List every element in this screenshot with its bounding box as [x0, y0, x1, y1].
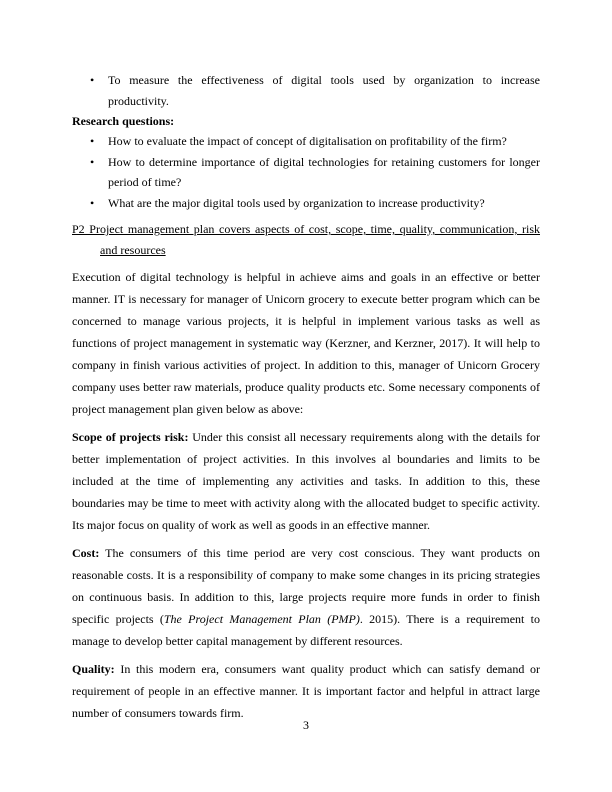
list-item [72, 152, 540, 193]
bullet-icon: • [90, 134, 95, 148]
scope-paragraph [72, 426, 540, 536]
quality-text: In this modern era, consumers want quality product which can satisfy demand or requirement of people in an effective manner. It is important factor and helpful in attract large number of consumers towards firm. [72, 662, 540, 720]
scope-label: Scope of projects risk: [72, 430, 189, 444]
research-questions-heading: Research questions: [72, 114, 175, 128]
research-questions-list [72, 131, 540, 213]
page-number: 3 [303, 718, 309, 732]
cost-citation: The Project Management Plan (PMP) [163, 612, 360, 626]
question-text: How to evaluate the impact of concept of digitalisation on profitability of the firm? [108, 134, 507, 148]
bullet-icon: • [90, 195, 95, 210]
cost-text-after: . 2015). There is a requirement to manage to develop better capital management by different resources. [72, 612, 540, 648]
list-item [72, 193, 540, 214]
objective-text: To measure the effectiveness of digital tools used by organization to increase productivity. [108, 73, 540, 108]
cost-text-before: The consumers of this time period are very cost conscious. They want products on reasonable costs. It is a responsibility of company to make some changes in its pricing strategies on continuous basis. In addition to this, large projects require more funds in order to finish specific projects ( [72, 546, 540, 626]
cost-label: Cost: [72, 546, 100, 560]
bullet-icon: • [90, 73, 95, 87]
objectives-list [72, 70, 540, 111]
cost-paragraph [72, 542, 540, 652]
scope-text: Under this consist all necessary requirements along with the details for better implementation of project activities. In this involves al boundaries and limits to be included at the time of implementing any activities and tasks. In addition to this, these boundaries may be time to meet with activity along with the allocated budget to specific activity. Its major focus on quality of work as well as goods in an effective manner. [72, 430, 540, 532]
p2-section-heading: P2 Project management plan covers aspects of cost, scope, time, quality, communication, risk and resources [72, 222, 540, 257]
document-page [72, 70, 540, 730]
bullet-icon: • [90, 154, 95, 169]
question-text: How to determine importance of digital technologies for retaining customers for longer period of time? [108, 154, 540, 189]
list-item [72, 70, 540, 111]
quality-label: Quality: [72, 662, 115, 676]
quality-paragraph [72, 658, 540, 724]
question-text: What are the major digital tools used by organization to increase productivity? [108, 195, 485, 210]
list-item [72, 131, 540, 152]
p2-intro-paragraph: Execution of digital technology is helpful in achieve aims and goals in an effective or better manner. IT is necessary for manager of Unicorn grocery to execute better program which can be concerned to manage various projects, it is helpful in implement various tasks as well as functions of project management in systematic way (Kerzner, and Kerzner, 2017). It will help to company in finish various activities of project. In addition to this, manager of Unicorn Grocery company uses better raw materials, produce quality products etc. Some necessary components of project management plan given below as above: [72, 270, 540, 416]
